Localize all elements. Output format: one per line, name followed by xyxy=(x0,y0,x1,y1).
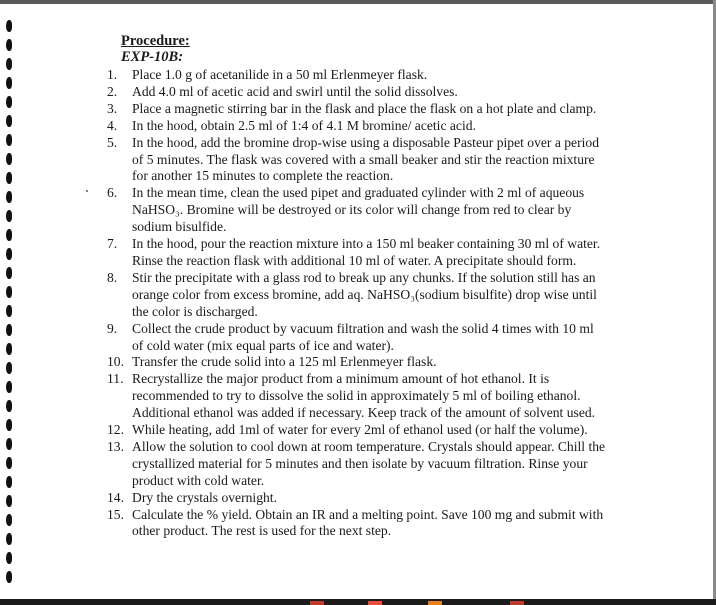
binding-hole xyxy=(6,115,12,127)
binding-hole xyxy=(6,39,12,51)
binding-hole xyxy=(6,172,12,184)
step-text: Collect the crude product by vacuum filtration and wash the solid 4 times with 10 ml of cold water (mix equal parts of ice and water). xyxy=(132,320,594,353)
step-number: 7. xyxy=(107,236,118,252)
step-number: 2. xyxy=(107,83,118,99)
step-text: Calculate the % yield. Obtain an IR and a melting point. Save 100 mg and submit with other product. The rest is used for the next step. xyxy=(132,506,604,539)
binding-hole xyxy=(6,210,12,222)
taskbar[interactable] xyxy=(0,599,716,605)
taskbar-app-icon[interactable] xyxy=(368,601,382,605)
step-number: 11. xyxy=(107,371,124,387)
step-number: 15. xyxy=(107,506,124,522)
step-number: 8. xyxy=(107,269,118,285)
step-number: 14. xyxy=(107,489,124,505)
binding-hole xyxy=(6,362,12,374)
binding-hole xyxy=(6,476,12,488)
step-text: Place a magnetic stirring bar in the flask and place the flask on a hot plate and clamp. xyxy=(132,100,597,116)
binding-hole xyxy=(6,286,12,298)
binding-hole xyxy=(6,153,12,165)
step-number: 3. xyxy=(107,100,118,116)
binding-hole xyxy=(6,438,12,450)
step-number: 1. xyxy=(107,67,118,82)
procedure-step xyxy=(107,236,607,270)
binding-hole xyxy=(6,77,12,89)
procedure-step xyxy=(107,101,607,118)
binding-hole xyxy=(6,457,12,469)
document-page xyxy=(107,33,607,540)
procedure-step xyxy=(107,185,607,236)
taskbar-app-icon[interactable] xyxy=(510,601,524,605)
step-number: 4. xyxy=(107,117,118,133)
procedure-step xyxy=(107,135,607,186)
procedure-steps xyxy=(107,67,607,540)
procedure-step xyxy=(107,67,607,84)
binding-hole xyxy=(6,134,12,146)
step-text: Recrystallize the major product from a minimum amount of hot ethanol. It is recommended to try to dissolve the solid in approximately 5 ml of boiling ethanol. Additional ethanol was added if necessary. Keep track of the amount of solvent used. xyxy=(132,371,596,421)
binding-hole xyxy=(6,191,12,203)
binding-hole xyxy=(6,533,12,545)
step-text: While heating, add 1ml of water for every 2ml of ethanol used (or half the volume). xyxy=(132,422,588,438)
procedure-step xyxy=(107,84,607,101)
binding-hole xyxy=(6,324,12,336)
binding-hole xyxy=(6,58,12,70)
binding-hole xyxy=(6,20,12,32)
procedure-step xyxy=(107,371,607,422)
binding-hole xyxy=(6,400,12,412)
binding-hole xyxy=(6,552,12,564)
step-text: In the hood, pour the reaction mixture into a 150 ml beaker containing 30 ml of water. Rinse the reaction flask with additional 10 ml of water. A precipitate should form. xyxy=(132,236,601,268)
procedure-step xyxy=(107,507,607,541)
procedure-step xyxy=(107,439,607,490)
taskbar-app-icon[interactable] xyxy=(428,601,442,605)
top-edge xyxy=(0,0,716,4)
step-text: Dry the crystals overnight. xyxy=(132,489,277,505)
binding-hole xyxy=(6,267,12,279)
binding-hole xyxy=(6,514,12,526)
procedure-heading: Procedure: xyxy=(121,33,190,49)
spiral-binding xyxy=(4,20,16,600)
scan-speck xyxy=(86,190,88,192)
binding-hole xyxy=(6,305,12,317)
step-number: 5. xyxy=(107,134,118,150)
binding-hole xyxy=(6,248,12,260)
binding-hole xyxy=(6,229,12,241)
taskbar-app-icon[interactable] xyxy=(310,601,324,605)
step-text: In the hood, add the bromine drop-wise using a disposable Pasteur pipet over a period of 5 minutes. The flask was covered with a small beaker and stir the reaction mixture for another 15 minutes to complete the reaction. xyxy=(132,134,599,184)
binding-hole xyxy=(6,381,12,393)
procedure-step xyxy=(107,354,607,371)
binding-hole xyxy=(6,419,12,431)
procedure-step xyxy=(107,490,607,507)
binding-hole xyxy=(6,96,12,108)
procedure-step xyxy=(107,422,607,439)
step-number: 12. xyxy=(107,422,124,438)
step-text: Place 1.0 g of acetanilide in a 50 ml Erlenmeyer flask. xyxy=(132,67,428,82)
step-text: Add 4.0 ml of acetic acid and swirl until the solid dissolves. xyxy=(132,83,458,99)
step-text: In the hood, obtain 2.5 ml of 1:4 of 4.1 M bromine/ acetic acid. xyxy=(132,117,476,133)
step-number: 13. xyxy=(107,438,124,454)
experiment-label: EXP-10B: xyxy=(121,49,184,65)
binding-hole xyxy=(6,571,12,583)
step-text: In the mean time, clean the used pipet and graduated cylinder with 2 ml of aqueous NaHSO₃. Bromine will be destroyed or its color will change from red to clear by sodium bisulfide. xyxy=(132,185,585,235)
procedure-step xyxy=(107,321,607,355)
step-text: Stir the precipitate with a glass rod to break up any chunks. If the solution still has an orange color from excess bromine, add aq. NaHSO₃(sodium bisulfite) drop wise until the color is discharged. xyxy=(132,269,597,319)
step-number: 9. xyxy=(107,320,118,336)
procedure-step xyxy=(107,118,607,135)
binding-hole xyxy=(6,495,12,507)
step-number: 6. xyxy=(107,185,118,201)
step-text: Transfer the crude solid into a 125 ml Erlenmeyer flask. xyxy=(132,354,437,370)
binding-hole xyxy=(6,343,12,355)
step-number: 10. xyxy=(107,354,124,370)
procedure-step xyxy=(107,270,607,321)
step-text: Allow the solution to cool down at room temperature. Crystals should appear. Chill the crystallized material for 5 minutes and then isolate by vacuum filtration. Rinse your product with cold water. xyxy=(132,438,606,488)
